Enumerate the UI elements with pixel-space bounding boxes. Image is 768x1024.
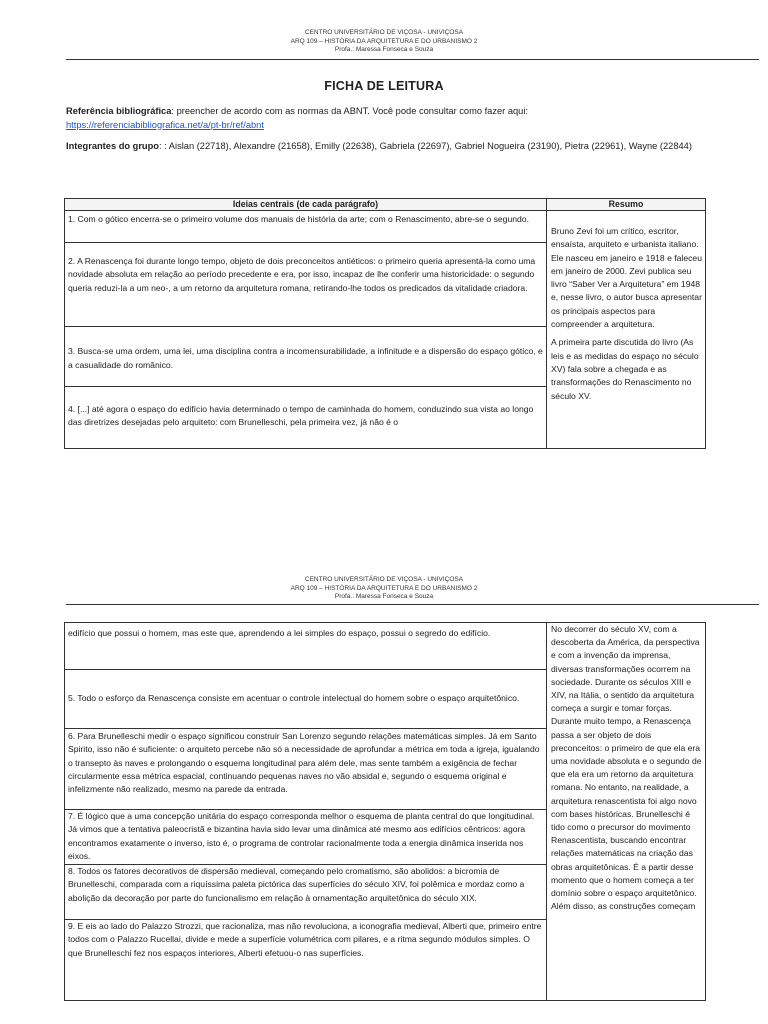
page1-header: [0, 29, 768, 55]
idea-cell: 6. Para Brunelleschi medir o espaço significou construir San Lorenzo segundo relações matemáticas simples. Já em Santo Spirito, isso não é suficiente: o arquiteto percebe não só a necessidade de aprofundar a métrica em toda a igreja, igualando o transepto às naves e prolongando o esquema longitudinal para além dele, mas sente também a exigência de fechar circularmente essa métrica espacial, continuando pequenas naves no vão absidal e, segundo o esquema original e infelizmente não realizado, mesmo na parede da entrada.: [65, 729, 547, 810]
idea-cell: edifício que possui o homem, mas este que, aprendendo a lei simples do espaço, possui o segredo do edifício.: [65, 623, 547, 670]
course-name: ARQ 109 – HISTÓRIA DA ARQUITETURA E DO URBANISMO 2: [290, 584, 478, 592]
idea-cell: 8. Todos os fatores decorativos de dispersão medieval, começando pelo cromatismo, são abolidos: a bicromia de Brunelleschi, comparada com a riquíssima paleta pictórica das superfícies do século XIV, foi polêmica e mordaz como a abolição da decoração por parte do funcionalismo em relação à ornamentação arquitetônica do século XIX.: [65, 865, 547, 920]
summary-paragraph: Bruno Zevi foi um crítico, escritor, ensaísta, arquiteto e urbanista italiano. Ele nasceu em janeiro e 1918 e faleceu em janeiro de 2000. Zevi publica seu livro “Saber Ver a Arquitetura” em 1948 e, nesse livro, o autor busca apresentar os principais aspectos para compreender a arquitetura.: [551, 226, 702, 330]
reading-table-page2: [64, 622, 706, 1001]
idea-cell: 9. E eis ao lado do Palazzo Strozzi, que racionaliza, mas não revoluciona, a iconografia medieval, Alberti que, primeiro entre todos com o Palazzo Rucellai, divide e mede a superfície volumétrica com pilares, e a ritma segundo módulos simples. O que Brunelleschi fez nos espaços interiores, Alberti efetuou-o nas superfícies.: [65, 920, 547, 1001]
page2-header-rule: [66, 604, 759, 605]
idea-cell: 4. [...] até agora o espaço do edifício havia determinado o tempo de caminhada do homem, conduzindo sua vista ao longo das diretrizes desejadas pelo arquiteto: com Brunelleschi, pela primeira vez, já não é o: [65, 387, 547, 449]
page2-header: [0, 576, 768, 602]
group-text: : : Aislan (22718), Alexandre (21658), Emilly (22638), Gabriela (22697), Gabriel Nogueira (23190), Pietra (22961), Wayne (22844): [158, 141, 692, 151]
summary-paragraph: A primeira parte discutida do livro (As leis e as medidas do espaço no século XV) fala sobre a chegada e as transformações do Renascimento no século XV.: [551, 337, 699, 401]
summary-cell: [547, 623, 706, 1001]
table-header-row: [65, 199, 706, 211]
group-label: Integrantes do grupo: [66, 141, 159, 151]
reference-text: : preencher de acordo com as normas da ABNT. Você pode consultar como fazer aqui:: [171, 106, 528, 116]
institution-name: CENTRO UNIVERSITÁRIO DE VIÇOSA - UNIVIÇOSA: [304, 576, 464, 583]
idea-cell: 3. Busca-se uma ordem, uma lei, uma disciplina contra a incomensurabilidade, a infinitude e a dispersão do espaço gótico, e a casualidade do românico.: [65, 327, 547, 387]
idea-cell: 1. Com o gótico encerra-se o primeiro volume dos manuais de história da arte; com o Renascimento, abre-se o segundo.: [65, 211, 547, 243]
page1-header-rule: [66, 59, 759, 60]
idea-cell: 5. Todo o esforço da Renascença consiste em acentuar o controle intelectual do homem sobre o espaço arquitetônico.: [65, 670, 547, 729]
page-title: FICHA DE LEITURA: [324, 79, 444, 93]
professor-name: Profa.: Maressa Fonseca e Souza: [334, 593, 434, 601]
summary-cell: [547, 211, 706, 449]
group-paragraph: [66, 140, 706, 154]
reference-label: Referência bibliográfica: [66, 106, 172, 116]
summary-paragraph: No decorrer do século XV, com a descoberta da América, da perspectiva e com a invenção da imprensa, diversas transformações ocorrem na sociedade. Durante os séculos XIII e XIV, na Itália, o sentido da arquitetura começa a surgir e tomar forças. Durante muito tempo, a Renascença passa a ser objeto de dois preconceitos: o primeiro de que ela era uma novidade absoluta e o segundo de que ela era um retorno da arquitetura romana. No entanto, na realidade, a arquitetura renascentista foi algo novo com bases históricas. Brunelleschi é tido como o precursor do movimento Renascentista, buscando encontrar relações matemáticas na criação das obras arquitetônicas. É a partir desse momento que o homem começa a ter domínio sobre o espaço arquitetônico. Além disso, as construções começam: [551, 624, 702, 912]
reference-link[interactable]: https://referenciabibliografica.net/a/pt-br/ref/abnt: [66, 119, 264, 130]
table-row: [65, 211, 706, 243]
table-row: [65, 623, 706, 670]
summary-column-header: Resumo: [547, 199, 706, 211]
reference-paragraph: [66, 105, 706, 132]
reading-table-page1: [64, 198, 706, 449]
ideas-column-header: Ideias centrais (de cada parágrafo): [65, 199, 547, 211]
professor-name: Profa.: Maressa Fonseca e Souza: [334, 46, 434, 54]
idea-cell: 7. É lógico que a uma concepção unitária do espaço corresponda melhor o esquema de planta central do que longitudinal. Já vimos que a tentativa paleocristã e bizantina havia sido levar uma dinâmica até mesmo aos edifícios cêntricos: agora encontramos exatamente o inverso, isto é, o programa de controlar racionalmente toda a energia dinâmica inserida nos eixos.: [65, 810, 547, 865]
course-name: ARQ 109 – HISTÓRIA DA ARQUITETURA E DO URBANISMO 2: [290, 37, 478, 45]
institution-name: CENTRO UNIVERSITÁRIO DE VIÇOSA - UNIVIÇOSA: [304, 29, 464, 36]
idea-cell: 2. A Renascença foi durante longo tempo, objeto de dois preconceitos antiéticos: o primeiro queria apresentá-la como uma novidade absoluta em relação ao período precedente e era, por isso, incapaz de lhe conferir uma historicidade: o segundo queria reduzi-la a um neo-, a um retorno da arquitetura romana, retirando-lhe todos os predicados da vitalidade criadora.: [65, 243, 547, 327]
